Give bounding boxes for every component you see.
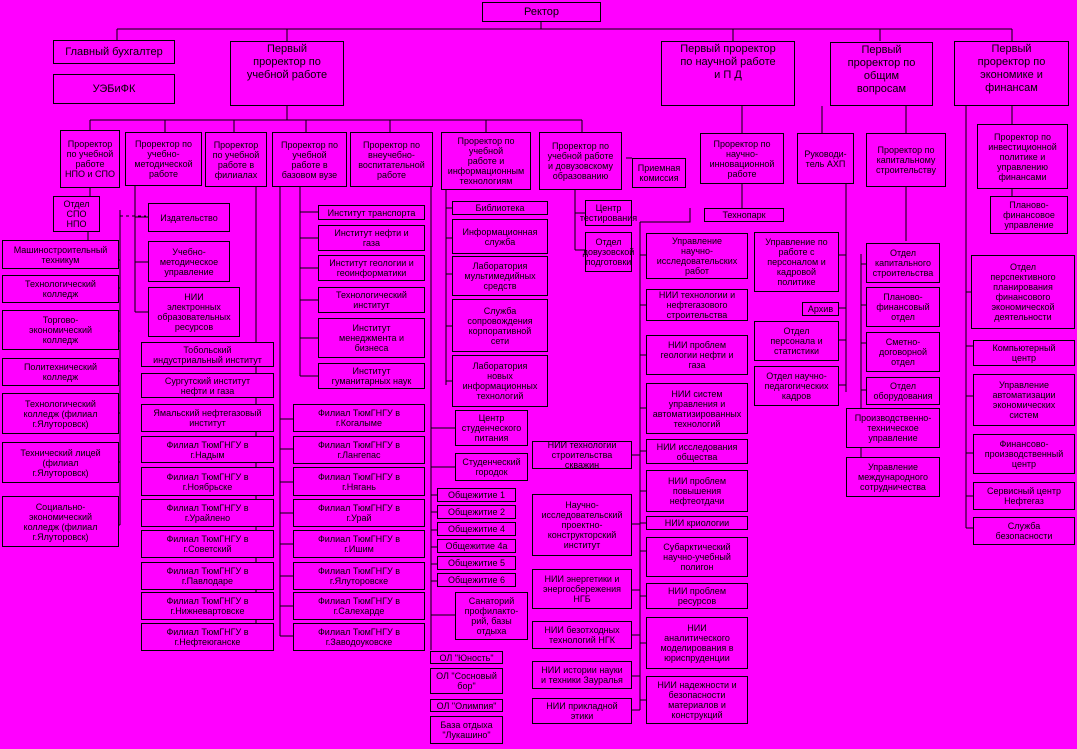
- methodical-dept-box: Учебно- методическое управление: [148, 241, 230, 282]
- vice-rector-base-vuz-box: Проректор по учебной работе в базовом вузе: [272, 132, 347, 187]
- dormitory-box: Общежитие 2: [437, 505, 516, 519]
- research-institute-box: НИИ исследования общества: [646, 439, 748, 464]
- first-prorector-economics-box: Первый проректор по экономике и финансам: [954, 41, 1069, 106]
- international-dept-box: Управление международного сотрудничества: [846, 457, 940, 497]
- equipment-dept-box: Отдел оборудования: [866, 377, 940, 405]
- dormitory-box: Общежитие 5: [437, 556, 516, 570]
- dormitory-box: Общежитие 6: [437, 573, 516, 587]
- info-service-box: Информационная служба: [452, 219, 548, 254]
- preparation-dept-box: Отдел довузовской подготовки: [585, 232, 632, 272]
- vice-rector-construction-box: Проректор по капитальному строительству: [866, 133, 946, 187]
- college-box: Политехнический колледж: [2, 358, 119, 386]
- vice-rector-educational-box: Проректор по внеучебно- воспитательной работе: [350, 132, 433, 187]
- research-institute-box: НИИ технологии и нефтегазового строительства: [646, 289, 748, 321]
- research-institute-box: Субарктический научно-учебный полигон: [646, 537, 748, 577]
- research-institute-box: НИИ аналитического моделирования в юриспруденции: [646, 617, 748, 669]
- computer-center-box: Компьютерный центр: [973, 340, 1075, 366]
- branch-box: Филиал ТюмГНГУ в г.Ишим: [293, 530, 425, 558]
- branch-box: Филиал ТюмГНГУ в г.Заводоуковске: [293, 623, 425, 651]
- college-box: Технологический колледж (филиал г.Ялуторовск): [2, 393, 119, 434]
- construction-dept-box: Отдел капитального строительства: [866, 243, 940, 283]
- rest-base-box: ОЛ "Олимпия": [430, 699, 503, 712]
- branch-box: Филиал ТюмГНГУ в г.Ялуторовске: [293, 562, 425, 590]
- institute-box: Ямальский нефтегазовый институт: [141, 404, 274, 432]
- first-prorector-study-box: Первый проректор по учебной работе: [230, 41, 344, 106]
- institute-box: Сургутский институт нефти и газа: [141, 373, 274, 398]
- electronic-resources-box: НИИ электронных образовательных ресурсов: [148, 287, 240, 337]
- automation-dept-box: Управление автоматизации экономических систем: [973, 374, 1075, 426]
- dormitory-box: Общежитие 4а: [437, 539, 516, 553]
- branch-box: Филиал ТюмГНГУ в г.Урайлено: [141, 499, 274, 527]
- multimedia-lab-box: Лаборатория мультимедийных средств: [452, 256, 548, 296]
- base-institute-box: Институт геологии и геоинформатики: [318, 255, 425, 281]
- rest-base-box: ОЛ "Юность": [430, 651, 503, 664]
- branch-box: Филиал ТюмГНГУ в г.Ноябрьске: [141, 467, 274, 496]
- testing-center-box: Центр тестирования: [585, 200, 632, 226]
- branch-box: Филиал ТюмГНГУ в г.Нягань: [293, 467, 425, 496]
- new-it-lab-box: Лаборатория новых информационных технологий: [452, 355, 548, 407]
- research-dept-box: Управление научно- исследовательских работ: [646, 233, 748, 279]
- production-dept-box: Производственно- техническое управление: [846, 408, 940, 448]
- finance-perspective-box: Отдел перспективного планирования финансового экономической деятельности: [971, 255, 1075, 329]
- branch-box: Филиал ТюмГНГУ в г.Нижневартовске: [141, 592, 274, 620]
- campus-box: Студенческий городок: [455, 453, 528, 481]
- vice-rector-methodical-box: Проректор по учебно- методической работе: [125, 132, 202, 186]
- branch-box: Филиал ТюмГНГУ в г.Когалыме: [293, 404, 425, 432]
- finance-planning-box: Планово- финансовое управление: [990, 196, 1068, 234]
- personnel-dept-box: Управление по работе с персоналом и кадровой политике: [754, 232, 839, 292]
- research-institute-box: Научно- исследовательский проектно- конструкторский институт: [532, 494, 632, 556]
- publishing-box: Издательство: [148, 203, 230, 232]
- branch-box: Филиал ТюмГНГУ в г.Советский: [141, 530, 274, 558]
- base-institute-box: Институт транспорта: [318, 205, 425, 220]
- dormitory-box: Общежитие 4: [437, 522, 516, 536]
- research-institute-box: НИИ проблем повышения нефтеотдачи: [646, 470, 748, 512]
- branch-box: Филиал ТюмГНГУ в г.Салехарде: [293, 592, 425, 620]
- college-box: Машиностроительный техникум: [2, 240, 119, 269]
- vice-rector-preuniversity-box: Проректор по учебной работе и довузовскому образованию: [539, 132, 622, 190]
- planning-finance-box: Планово- финансовый отдел: [866, 287, 940, 327]
- first-prorector-science-box: Первый проректор по научной работе и П Д: [661, 41, 795, 106]
- research-institute-box: НИИ технологии строительства скважин: [532, 441, 632, 469]
- branch-box: Филиал ТюмГНГУ в г.Нефтеюганске: [141, 623, 274, 651]
- food-center-box: Центр студенческого питания: [455, 410, 528, 446]
- branch-box: Филиал ТюмГНГУ в г.Лангепас: [293, 436, 425, 464]
- finance-production-box: Финансово- производственный центр: [973, 434, 1075, 474]
- base-institute-box: Технологический институт: [318, 287, 425, 313]
- first-prorector-general-box: Первый проректор по общим вопросам: [830, 42, 933, 106]
- research-institute-box: НИИ проблем геологии нефти и газа: [646, 335, 748, 375]
- dormitory-box: Общежитие 1: [437, 488, 516, 502]
- technopark-box: Технопарк: [704, 208, 784, 222]
- personnel-stats-box: Отдел персонала и статистики: [754, 321, 839, 361]
- vice-rector-innovation-box: Проректор по научно- инновационной работе: [700, 133, 784, 184]
- vice-rector-informatization-box: Проректор по учебной работе и информационным технологиям: [441, 132, 531, 190]
- rest-base-box: База отдыха "Лукашино": [430, 716, 503, 744]
- teaching-staff-box: Отдел научно- педагогических кадров: [754, 366, 839, 406]
- archive-box: Архив: [802, 302, 839, 316]
- college-box: Социально- экономический колледж (филиал г.Ялуторовск): [2, 496, 119, 547]
- institute-box: Тобольский индустриальный институт: [141, 342, 274, 367]
- research-institute-box: НИИ надежности и безопасности материалов и конструкций: [646, 676, 748, 724]
- library-box: Библиотека: [452, 201, 548, 215]
- rest-base-box: ОЛ "Сосновый бор": [430, 668, 503, 694]
- admission-committee-box: Приемная комиссия: [632, 158, 686, 188]
- vice-rector-investment-box: Проректор по инвестиционной политике и управлению финансами: [977, 124, 1068, 189]
- research-institute-box: НИИ безотходных технологий НГК: [532, 621, 632, 649]
- research-institute-box: НИИ прикладной этики: [532, 698, 632, 724]
- research-institute-box: НИИ истории науки и техники Зауралья: [532, 661, 632, 689]
- base-institute-box: Институт нефти и газа: [318, 225, 425, 251]
- college-box: Торгово- экономический колледж: [2, 310, 119, 350]
- branch-box: Филиал ТюмГНГУ в г.Надым: [141, 436, 274, 463]
- uebip-box: УЭБиФК: [53, 74, 175, 104]
- research-institute-box: НИИ проблем ресурсов: [646, 583, 748, 609]
- security-service-box: Служба безопасности: [973, 517, 1075, 545]
- vice-rector-branches-box: Проректор по учебной работе в филиалах: [205, 132, 267, 187]
- service-center-box: Сервисный центр Нефтегаз: [973, 482, 1075, 510]
- ahp-head-box: Руководи- тель АХП: [797, 133, 854, 184]
- research-institute-box: НИИ криологии: [646, 516, 748, 530]
- estimate-contract-box: Сметно- договорной отдел: [866, 332, 940, 372]
- research-institute-box: НИИ энергетики и энергосбережения НГБ: [532, 569, 632, 609]
- spo-dept-box: Отдел СПО НПО: [53, 196, 100, 232]
- branch-box: Филиал ТюмГНГУ в г.Павлодаре: [141, 562, 274, 590]
- college-box: Технический лицей (филиал г.Ялуторовск): [2, 442, 119, 483]
- sanatorium-box: Санаторий профилакто- рий, базы отдыха: [455, 592, 528, 640]
- rector-box: Ректор: [482, 2, 601, 22]
- college-box: Технологический колледж: [2, 275, 119, 303]
- base-institute-box: Институт гуманитарных наук: [318, 363, 425, 389]
- base-institute-box: Институт менеджмента и бизнеса: [318, 318, 425, 358]
- research-institute-box: НИИ систем управления и автоматизированных технологий: [646, 383, 748, 434]
- vice-rector-npo-spo-box: Проректор по учебной работе НПО и СПО: [60, 130, 120, 188]
- branch-box: Филиал ТюмГНГУ в г.Урай: [293, 499, 425, 527]
- chief-accountant-box: Главный бухгалтер: [53, 40, 175, 64]
- network-service-box: Служба сопровождения корпоративной сети: [452, 299, 548, 352]
